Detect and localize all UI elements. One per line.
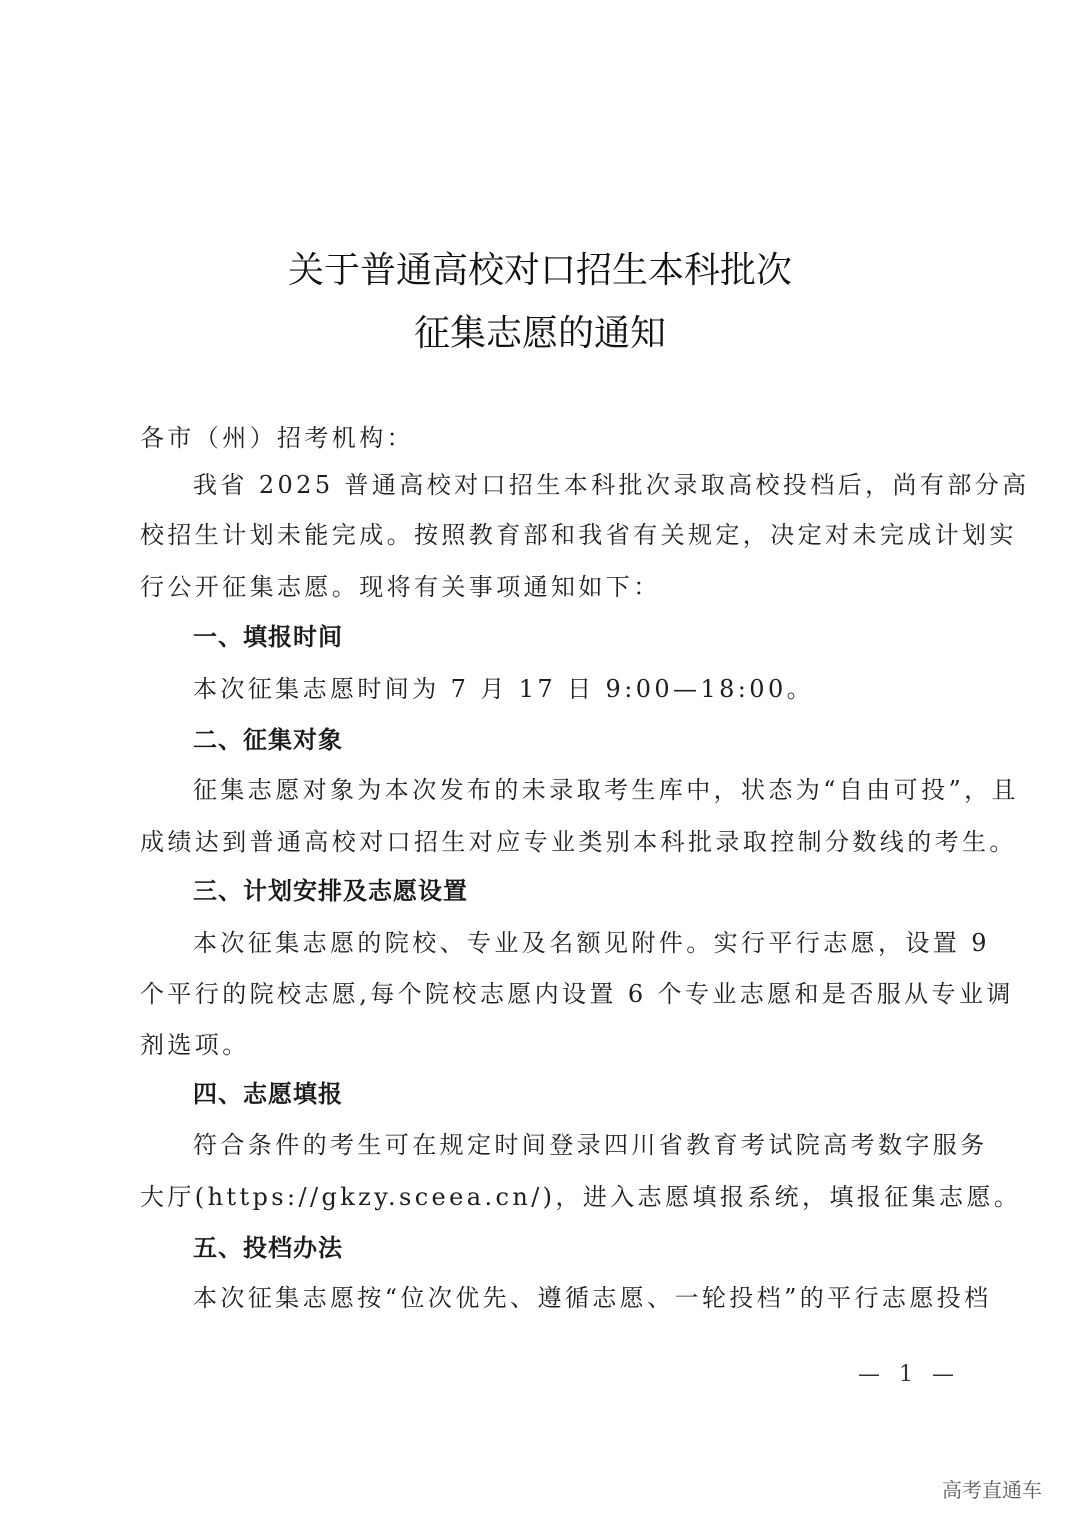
document-title-line-2: 征集志愿的通知 [413, 313, 666, 354]
intro-line-1: 我省 2025 普通高校对口招生本科批次录取高校投档后，尚有部分高 [193, 471, 1030, 499]
section-4-line-1: 符合条件的考生可在规定时间登录四川省教育考试院高考数字服务 [193, 1131, 988, 1159]
watermark: 高考直通车 [942, 1478, 1042, 1502]
section-1-line-1: 本次征集志愿时间为 7 月 17 日 9:00—18:00。 [193, 675, 815, 703]
section-3-line-2: 个平行的院校志愿,每个院校志愿内设置 6 个专业志愿和是否服从专业调 [140, 980, 1014, 1008]
section-heading-3: 三、计划安排及志愿设置 [193, 877, 468, 905]
intro-line-3: 行公开征集志愿。现将有关事项通知如下： [140, 573, 661, 601]
salutation: 各市（州）招考机构： [140, 424, 414, 452]
section-3-line-3: 剂选项。 [140, 1031, 250, 1059]
section-heading-5: 五、投档办法 [193, 1234, 343, 1262]
section-2-line-2: 成绩达到普通高校对口招生对应专业类别本科批录取控制分数线的考生。 [140, 828, 1017, 856]
page-number: — 1 — [858, 1362, 960, 1387]
document-title-line-1: 关于普通高校对口招生本科批次 [287, 250, 792, 291]
intro-line-2: 校招生计划未能完成。按照教育部和我省有关规定，决定对未完成计划实 [140, 521, 1017, 549]
section-4-line-2: 大厅(https://gkzy.sceea.cn/)，进入志愿填报系统，填报征集志愿。 [140, 1183, 1022, 1211]
section-3-line-1: 本次征集志愿的院校、专业及名额见附件。实行平行志愿，设置 9 [193, 929, 990, 957]
section-heading-2: 二、征集对象 [193, 726, 343, 754]
section-2-line-1: 征集志愿对象为本次发布的未录取考生库中，状态为“自由可投”，且 [193, 776, 1019, 804]
section-heading-1: 一、填报时间 [193, 623, 343, 651]
section-5-line-1: 本次征集志愿按“位次优先、遵循志愿、一轮投档”的平行志愿投档 [193, 1284, 992, 1312]
section-heading-4: 四、志愿填报 [193, 1080, 343, 1108]
